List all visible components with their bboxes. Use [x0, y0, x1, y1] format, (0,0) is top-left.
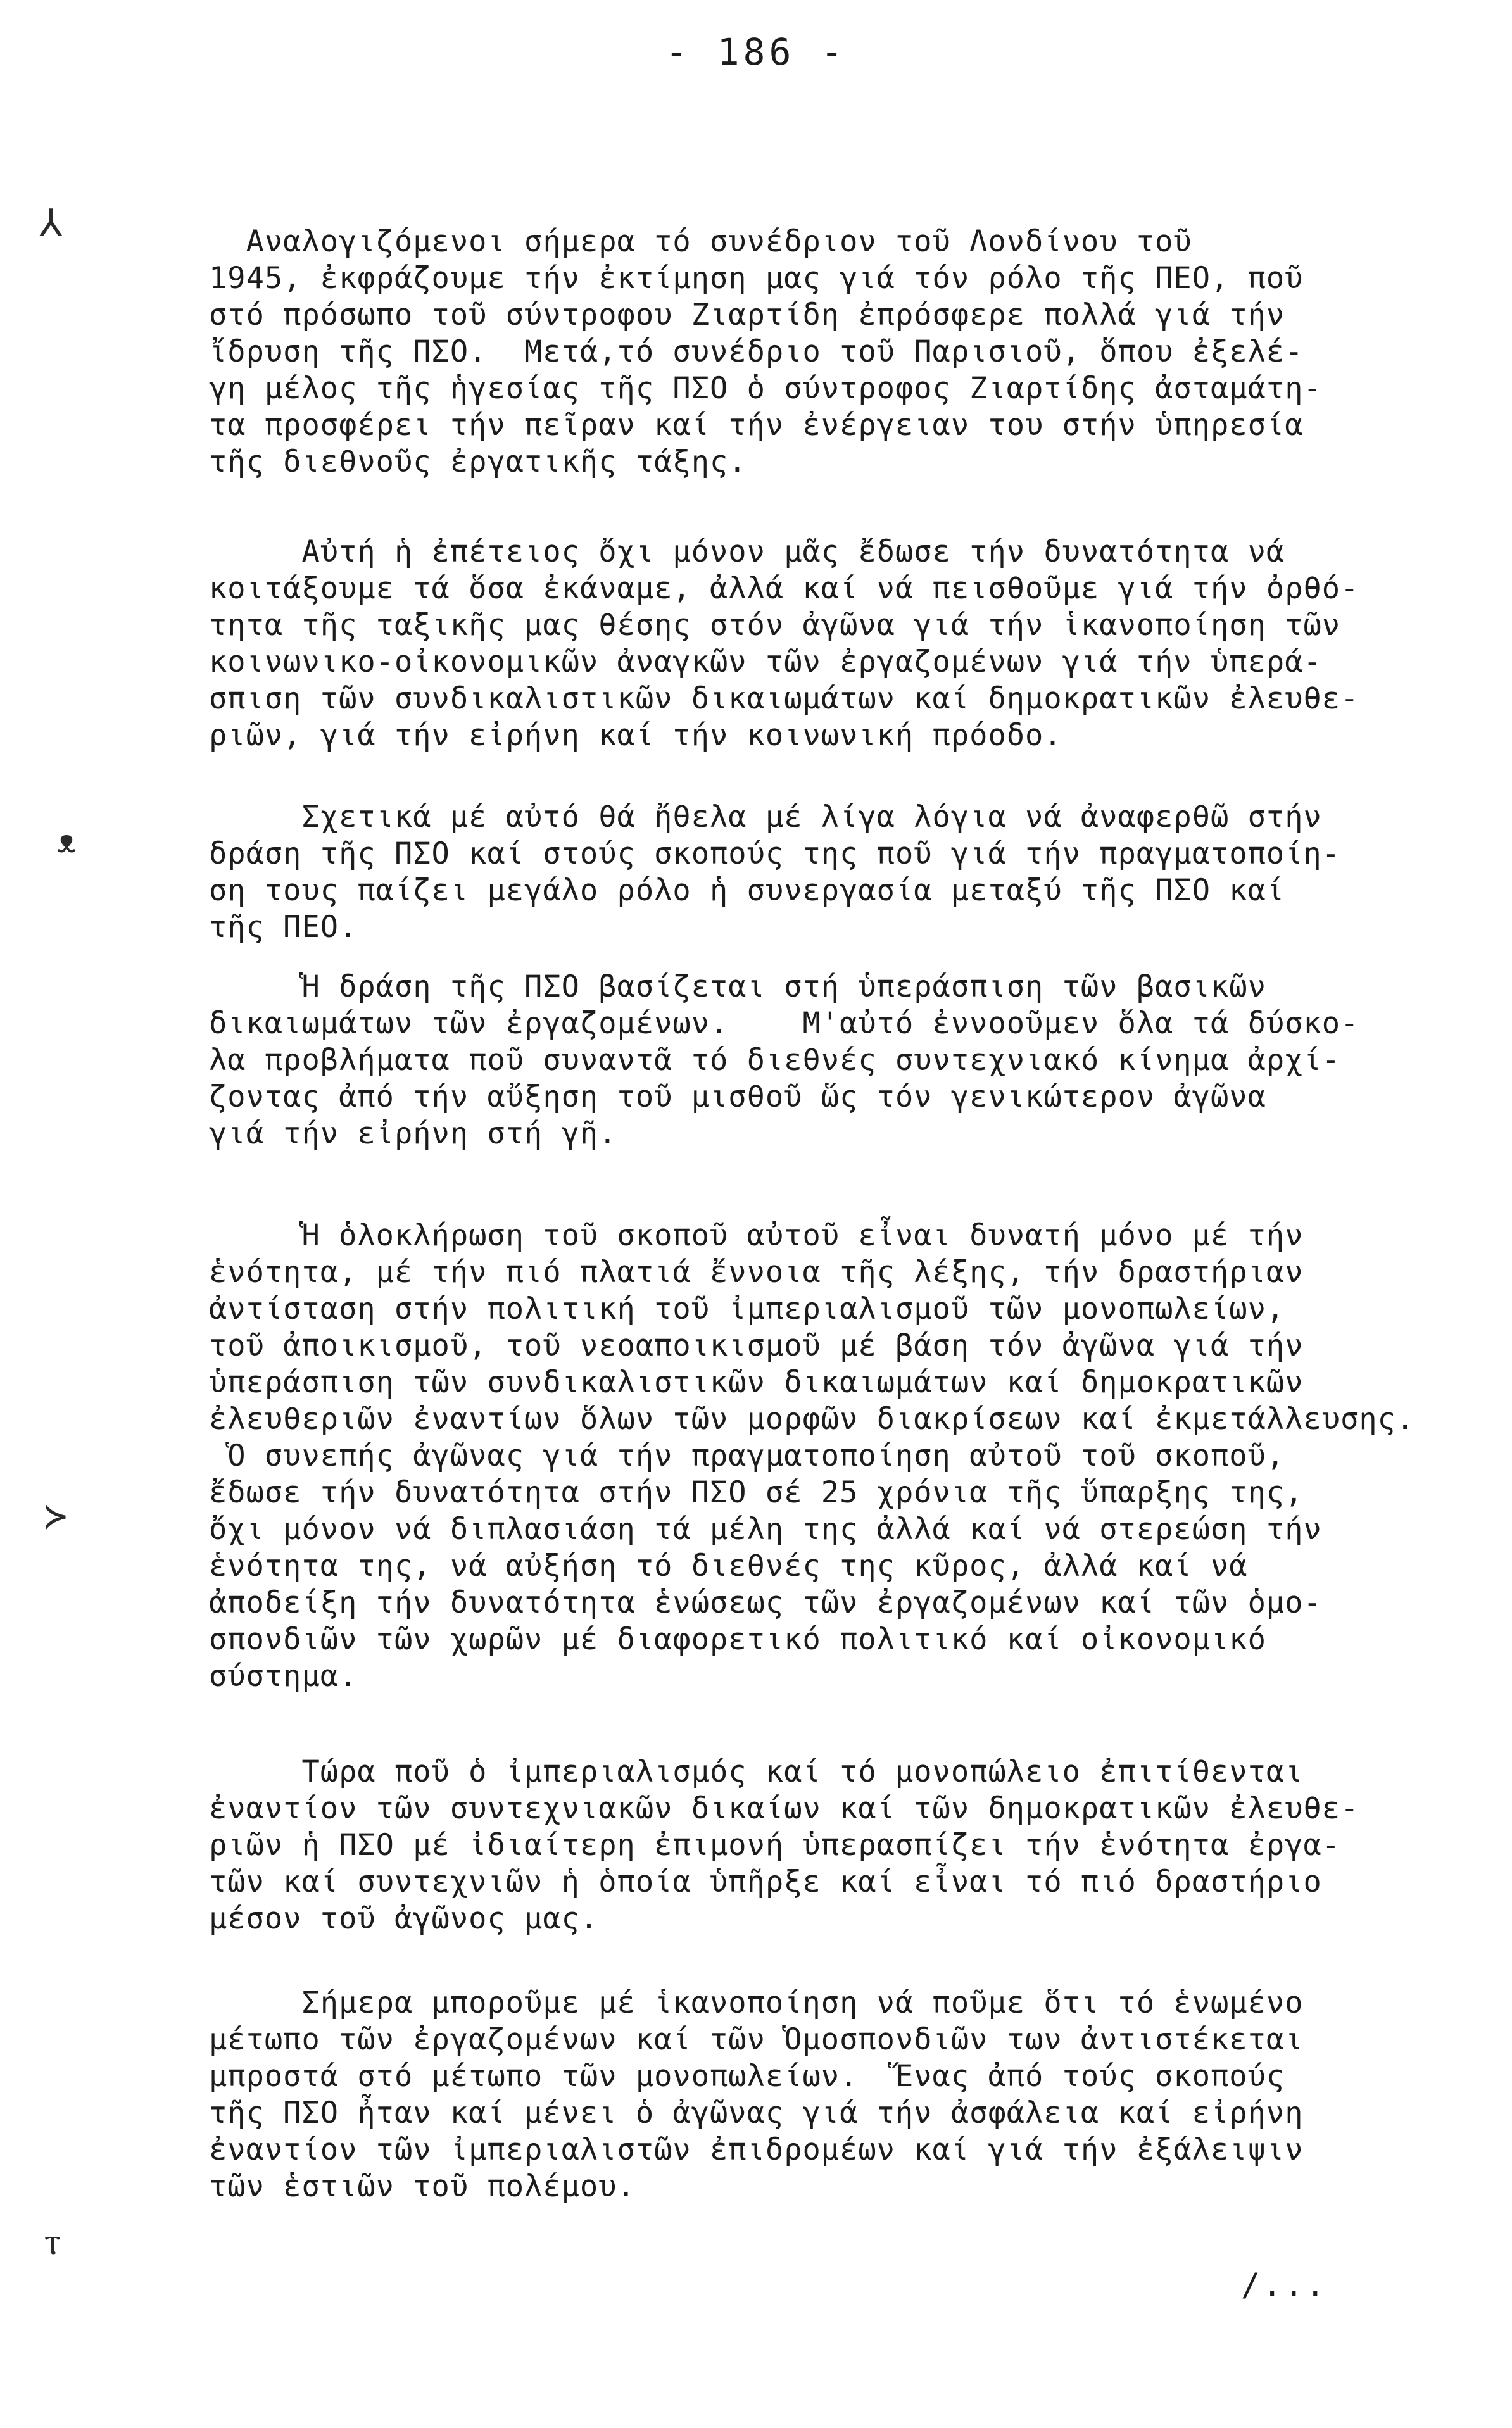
text-line: ἀντίσταση στήν πολιτική τοῦ ἰμπεριαλισμοῦ τῶν μονοπωλείων, [209, 1292, 1285, 1326]
margin-tick-mark: ᴥ [57, 823, 77, 860]
text-line: τῆς ΠΕΟ. [209, 910, 358, 945]
text-line: δικαιωμάτων τῶν ἐργαζομένων. Μ'αὐτό ἐννοοῦμεν ὅλα τά δύσκο- [209, 1006, 1359, 1041]
paragraph-6 [209, 1754, 1412, 1937]
text-line: σύστημα. [209, 1659, 358, 1694]
text-line: Τώρα ποῦ ὁ ἰμπεριαλισμός καί τό μονοπώλειο ἐπιτίθενται [209, 1754, 1304, 1789]
paragraph-1 [209, 223, 1412, 481]
text-line: ἐναντίον τῶν συντεχνιακῶν δικαίων καί τῶν δημοκρατικῶν ἐλευθε- [209, 1791, 1359, 1826]
text-line: Αὐτή ἡ ἐπέτειος ὄχι μόνον μᾶς ἔδωσε τήν δυνατότητα νά [209, 534, 1285, 569]
text-line: κοινωνικο-οἰκονομικῶν ἀναγκῶν τῶν ἐργαζομένων γιά τήν ὑπερά- [209, 645, 1322, 679]
margin-tick-mark: ⅄ [39, 201, 63, 246]
text-line: ριῶν, γιά τήν εἰρήνη καί τήν κοινωνική πρόοδο. [209, 718, 1062, 753]
text-line: Σήμερα μποροῦμε μέ ἱκανοποίηση νά ποῦμε ὅτι τό ἑνωμένο [209, 1985, 1304, 2020]
text-line: γιά τήν εἰρήνη στή γῆ. [209, 1116, 617, 1151]
text-line: γη μέλος τῆς ἡγεσίας τῆς ΠΣΟ ὁ σύντροφος Ζιαρτίδης ἀσταμάτη- [209, 371, 1322, 406]
text-line: Σχετικά μέ αὐτό θά ἤθελα μέ λίγα λόγια νά ἀναφερθῶ στήν [209, 800, 1322, 834]
text-line: ἔδωσε τήν δυνατότητα στήν ΠΣΟ σέ 25 χρόνια τῆς ὕπαρξης της, [209, 1475, 1304, 1510]
text-line: ση τους παίζει μεγάλο ρόλο ἡ συνεργασία μεταξύ τῆς ΠΣΟ καί [209, 873, 1285, 908]
text-line: στό πρόσωπο τοῦ σύντροφου Ζιαρτίδη ἐπρόσφερε πολλά γιά τήν [209, 298, 1285, 332]
text-line: λα προβλήματα ποῦ συναντᾶ τό διεθνές συντεχνιακό κίνημα ἀρχί- [209, 1043, 1341, 1078]
text-line: τα προσφέρει τήν πεῖραν καί τήν ἐνέργειαν του στήν ὑπηρεσία [209, 408, 1304, 443]
text-line: κοιτάξουμε τά ὅσα ἐκάναμε, ἀλλά καί νά πεισθοῦμε γιά τήν ὀρθό- [209, 571, 1359, 606]
text-line: τῶν καί συντεχνιῶν ἡ ὁποία ὑπῆρξε καί εἶναι τό πιό δραστήριο [209, 1865, 1322, 1899]
paragraph-2 [209, 534, 1412, 754]
text-line: σπονδιῶν τῶν χωρῶν μέ διαφορετικό πολιτικό καί οἰκονομικό [209, 1622, 1266, 1657]
margin-tick-mark: ≻ [44, 1494, 68, 1538]
text-line: ὑπεράσπιση τῶν συνδικαλιστικῶν δικαιωμάτων καί δημοκρατικῶν [209, 1365, 1304, 1400]
text-line: ριῶν ἡ ΠΣΟ μέ ἰδιαίτερη ἐπιμονή ὑπερασπίζει τήν ἑνότητα ἐργα- [209, 1828, 1341, 1863]
paragraph-4 [209, 969, 1412, 1152]
page-number: - 186 - [665, 30, 847, 73]
continuation-mark: /... [1241, 2267, 1328, 2303]
paragraph-7 [209, 1985, 1412, 2205]
text-line: δράση τῆς ΠΣΟ καί στούς σκοπούς της ποῦ γιά τήν πραγματοποίη- [209, 836, 1341, 871]
text-line: μπροστά στό μέτωπο τῶν μονοπωλείων. Ἕνας ἀπό τούς σκοπούς [209, 2059, 1285, 2094]
margin-tick-mark: ⲧ [44, 2219, 61, 2263]
text-line: μέσον τοῦ ἀγῶνος μας. [209, 1901, 599, 1936]
text-line: ἀποδείξη τήν δυνατότητα ἑνώσεως τῶν ἐργαζομένων καί τῶν ὁμο- [209, 1585, 1322, 1620]
paragraph-3 [209, 799, 1412, 946]
text-line: Αναλογιζόμενοι σήμερα τό συνέδριον τοῦ Λονδίνου τοῦ [209, 224, 1192, 259]
text-line: ἑνότητα της, νά αὐξήση τό διεθνές της κῦρος, ἀλλά καί νά [209, 1549, 1248, 1583]
text-line: τῆς ΠΣΟ ἦταν καί μένει ὁ ἀγῶνας γιά τήν ἀσφάλεια καί εἰρήνη [209, 2096, 1304, 2130]
text-line: τῆς διεθνοῦς ἐργατικῆς τάξης. [209, 444, 747, 479]
text-line: ἴδρυση τῆς ΠΣΟ. Μετά,τό συνέδριο τοῦ Παρισιοῦ, ὅπου ἐξελέ- [209, 334, 1304, 369]
text-line: ἐλευθεριῶν ἐναντίων ὅλων τῶν μορφῶν διακρίσεων καί ἐκμετάλλευσης. [209, 1402, 1415, 1437]
text-line: Ὁ συνεπής ἀγῶνας γιά τήν πραγματοποίηση αὐτοῦ τοῦ σκοποῦ, [209, 1438, 1285, 1473]
text-line: ζοντας ἀπό τήν αὔξηση τοῦ μισθοῦ ὥς τόν γενικώτερον ἀγῶνα [209, 1079, 1266, 1114]
paragraph-5 [209, 1217, 1415, 1695]
text-line: τητα τῆς ταξικῆς μας θέσης στόν ἀγῶνα γιά τήν ἱκανοποίηση τῶν [209, 608, 1341, 643]
text-line: ἑνότητα, μέ τήν πιό πλατιά ἔννοια τῆς λέξης, τήν δραστήριαν [209, 1255, 1304, 1290]
text-line: τῶν ἑστιῶν τοῦ πολέμου. [209, 2169, 636, 2204]
text-line: τοῦ ἀποικισμοῦ, τοῦ νεοαποικισμοῦ μέ βάση τόν ἀγῶνα γιά τήν [209, 1328, 1304, 1363]
text-line: 1945, ἐκφράζουμε τήν ἐκτίμηση μας γιά τόν ρόλο τῆς ΠΕΟ, ποῦ [209, 261, 1304, 296]
text-line: σπιση τῶν συνδικαλιστικῶν δικαιωμάτων καί δημοκρατικῶν ἐλευθε- [209, 681, 1359, 716]
text-line: μέτωπο τῶν ἐργαζομένων καί τῶν Ὁμοσπονδιῶν των ἀντιστέκεται [209, 2022, 1304, 2057]
text-line: ἐναντίον τῶν ἰμπεριαλιστῶν ἐπιδρομέων καί γιά τήν ἐξάλειψιν [209, 2132, 1304, 2167]
text-line: ὄχι μόνον νά διπλασιάση τά μέλη της ἀλλά καί νά στερεώση τήν [209, 1512, 1322, 1547]
text-line: Ἡ δράση τῆς ΠΣΟ βασίζεται στή ὑπεράσπιση τῶν βασικῶν [209, 969, 1266, 1004]
text-line: Ἡ ὁλοκλήρωση τοῦ σκοποῦ αὐτοῦ εἶναι δυνατή μόνο μέ τήν [209, 1218, 1304, 1253]
